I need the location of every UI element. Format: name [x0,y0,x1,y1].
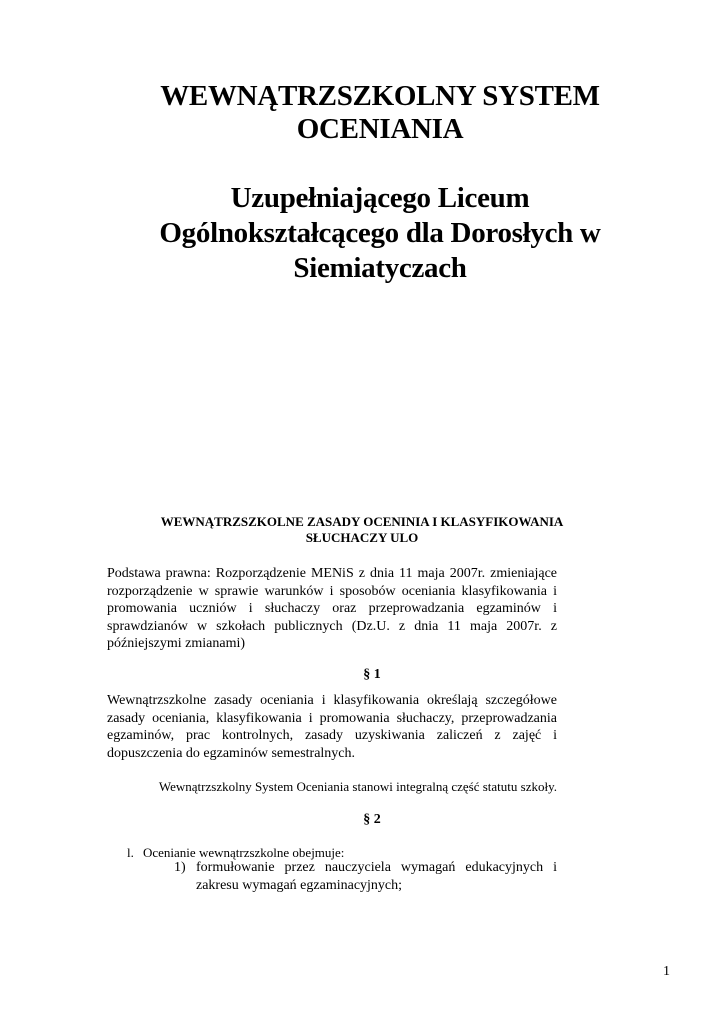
paragraph-sign-1: § 1 [363,667,381,682]
list-item-number: l. [127,845,134,860]
list-item-text: Ocenianie wewnątrzszkolne obejmuje: [143,845,345,860]
title-line-2: OCENIANIA [296,113,464,145]
paragraph-sign-2: § 2 [363,812,381,827]
title-line-1: WEWNĄTRZSZKOLNY SYSTEM [160,80,600,112]
sublist-item [174,859,557,894]
school-name-line-2: Ogólnokształcącego dla Dorosłych w [159,217,601,249]
section-heading-line-1: WEWNĄTRZSZKOLNE ZASADY OCENINIA I KLASYFIKOWANIA [160,514,564,529]
school-name-line-1: Uzupełniającego Liceum [230,182,530,214]
sublist [174,859,557,894]
sublist-item-text: formułowanie przez nauczyciela wymagań edukacyjnych i zakresu wymagań egzaminacyjnych; [196,860,557,893]
school-name [100,181,660,286]
section-1-paragraph: Wewnątrzszkolne zasady oceniania i klasyfikowania określają szczegółowe zasady oceniania, klasyfikowania i promowania słuchaczy, przeprowadzania egzaminów, prac kontrolnych, zasady uzyskiwania zaliczeń z zajęć i dopuszczenia do egzaminów semestralnych. [107,693,557,761]
school-name-line-3: Siemiatyczach [293,252,467,284]
section-heading-line-2: SŁUCHACZY ULO [305,530,419,545]
statute-statement: Wewnątrzszkolny System Oceniania stanowi integralną część statutu szkoły. [158,779,557,794]
section-heading [108,514,616,546]
document-title [150,80,610,146]
page-number: 1 [663,964,670,979]
legal-basis-paragraph: Podstawa prawna: Rozporządzenie MENiS z dnia 11 maja 2007r. zmieniające rozporządzenie w sprawie warunków i sposobów oceniania klasyfikowania i promowania uczniów i słuchaczy oraz przeprowadzania egzaminów i sprawdzianów w szkołach publicznych (Dz.U. z dnia 11 maja 2007r. z późniejszymi zmianami) [107,566,557,652]
sublist-item-number: 1) [174,860,186,875]
